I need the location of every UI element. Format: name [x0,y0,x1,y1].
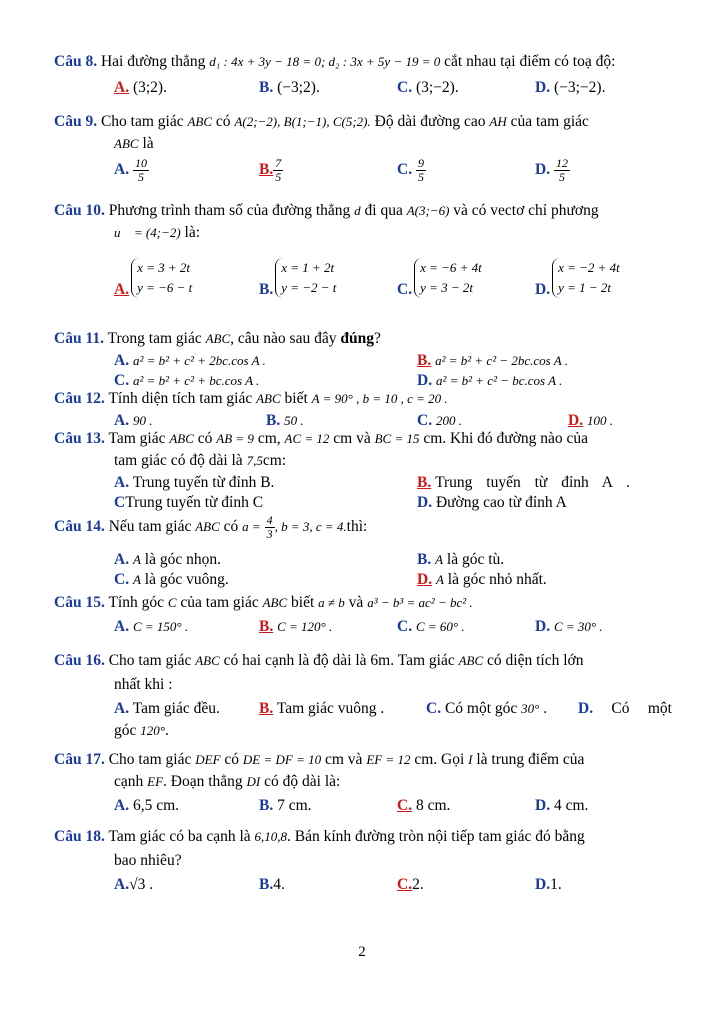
question-text: là trung điểm của [476,751,585,768]
option-label: A. [114,700,130,717]
option-label: A. [114,352,130,369]
angle-variable: A [435,572,444,587]
question-text: Cho tam giác [108,751,192,768]
option-label: A. [114,161,130,179]
fraction [554,157,570,184]
question-text: biết [284,390,308,407]
question-text: và có vectơ chỉ phương [453,202,599,219]
option-c [397,258,482,298]
option-label: A. [114,876,130,893]
numerator: 4 [266,513,273,527]
math-expression: 30° [521,701,540,716]
option-text: (3;−2). [415,79,459,96]
option-c [397,77,459,99]
option-text: C = 120° . [277,619,333,634]
equation-line: x = −6 + 4t [420,260,482,275]
math-expression: u⃗ = (4;−2) [114,225,181,240]
equation-system [275,258,336,298]
option-c [397,795,450,817]
equation-line: x = 3 + 2t [137,260,191,275]
answer-options [114,157,672,193]
option-b [259,698,384,720]
answer-options [114,370,672,390]
question-text: có diện tích lớn [487,652,584,669]
math-expression: DEF [195,752,221,767]
question-15 [54,592,672,638]
question-text: Tam giác có ba cạnh là [108,828,251,845]
question-number: Câu 15. [54,594,105,611]
option-label: A. [114,79,130,96]
denominator: 3 [266,527,273,541]
question-text: bao nhiêu? [114,852,182,869]
math-expression: ABC [169,431,194,446]
denominator: 5 [137,170,144,184]
option-text: là góc vuông. [144,571,229,588]
math-expression: , b = 3, c = 4. [274,519,347,535]
option-text: C = 150° . [132,619,189,634]
option-text: Trung tuyến từ đỉnh A . [435,474,630,491]
option-label: C. [397,79,413,96]
question-text: . Bán kính đường tròn nội tiếp tam giác đó bằng [287,828,585,845]
question-text: Trong tam giác [107,330,202,347]
question-8 [54,51,672,99]
option-text: 6,5 cm. [132,797,180,814]
option-label: D. [535,618,551,635]
page-number: 2 [358,944,366,960]
option-label: A. [114,551,130,568]
option-text: Tam giác vuông . [276,700,385,717]
option-b [259,616,332,638]
fraction [416,157,426,184]
question-11 [54,328,672,390]
option-text: a² = b² + c² + 2bc.cos A . [132,353,266,368]
option-label: C. [417,412,433,429]
option-label: A. [114,618,130,635]
equation-system [131,258,192,298]
option-text: Đường cao từ đỉnh A [435,494,567,511]
option-text: C = 60° . [415,619,465,634]
option-text: (−3;2). [277,79,320,96]
question-9 [54,111,672,193]
option-text: Trung tuyến từ đỉnh B. [132,474,275,491]
option-label: B. [259,280,274,298]
question-text: đi qua [364,202,403,219]
math-expression: ABC [256,391,281,406]
option-a [114,874,153,896]
option-label: B. [259,876,274,893]
question-number: Câu 12. [54,390,105,407]
math-expression: C [167,595,177,610]
math-expression: 7,5 [246,453,263,468]
question-text: Tính diện tích tam giác [108,390,253,407]
math-expression: ABC [262,595,288,610]
option-a [114,616,188,638]
option-label: B. [417,474,432,491]
angle-variable: A [132,552,141,567]
question-text: Độ dài đường cao [374,113,486,130]
option-text: một [647,700,672,717]
question-text: có [197,430,213,447]
numerator: 7 [275,156,282,170]
question-number: Câu 11. [54,330,104,347]
question-number: Câu 16. [54,652,105,669]
math-expression: 6,10,8 [254,829,288,844]
option-text: . [543,700,548,717]
option-label: C. [397,618,413,635]
math-expression: BC = 15 [374,431,420,446]
equation-line: y = 1 − 2t [558,280,612,295]
option-label: D. [568,412,584,429]
option-text: 1. [550,876,562,893]
equation-line: y = 3 − 2t [420,280,474,295]
answer-options [114,350,672,370]
question-text: là [142,135,154,152]
option-label: C. [114,372,130,389]
option-label: D. [535,79,551,96]
option-text: a² = b² + c² − 2bc.cos A . [435,353,568,368]
option-label: C. [397,161,413,179]
option-label: C. [397,280,413,298]
question-text: là: [184,224,201,241]
math-expression: DE = DF = 10 [242,752,322,767]
math-expression: ABC [195,519,220,535]
answer-options [114,410,672,430]
math-expression: d₁ : 4x + 3y − 18 = 0; d₂ : 3x + 5y − 19 = 0 [209,54,441,69]
question-number: Câu 9. [54,113,98,130]
option-text: 100 . [586,413,613,428]
question-text: có [224,751,240,768]
math-expression: A = 90° , b = 10 , c = 20 . [311,391,448,406]
answer-options [114,874,672,896]
question-text: , câu nào sau đây [230,330,337,347]
option-text: là góc tù. [446,551,505,568]
question-17 [54,749,672,817]
option-d [535,616,603,638]
angle-variable: A [435,552,444,567]
answer-options [114,569,672,589]
answer-options [114,698,672,720]
math-expression: AB = 9 [216,431,254,446]
numerator: 9 [417,156,424,170]
answer-options [114,616,672,638]
option-text: 8 cm. [415,797,451,814]
option-text: (3;2). [132,79,167,96]
question-text: có hai cạnh là độ dài là 6m. Tam giác [223,652,455,669]
option-label: D. [535,797,551,814]
option-label: A. [114,412,130,429]
option-text: Tam giác đều. [132,700,220,717]
question-10 [54,200,672,304]
denominator: 5 [275,170,282,184]
math-expression: EF = 12 [366,752,411,767]
math-expression: ABC [205,331,231,346]
math-expression: ABC [458,653,484,668]
equation-line: x = −2 + 4t [558,260,620,275]
question-text: cm: [262,452,287,469]
option-text: 90 . [132,413,153,428]
question-text: cm. Khi đó đường nào của [423,430,589,447]
option-b [259,795,312,817]
option-a [114,549,221,571]
question-text: của tam giác [510,113,589,130]
question-text: của tam giác [180,594,259,611]
question-text: . Đoạn thẳng [163,773,243,790]
option-label: B. [259,79,274,96]
option-label: A. [114,280,130,298]
answer-options [114,77,672,99]
math-expression: a³ − b³ = ac² − bc² . [367,595,473,610]
equation-line: y = −6 − t [137,280,193,295]
option-label: B. [259,618,274,635]
option-d [417,492,567,514]
question-text: biết [291,594,315,611]
option-a [114,795,179,817]
option-text: 7 cm. [277,797,312,814]
question-text: cm. Gọi [414,751,465,768]
question-text: Tính góc [108,594,164,611]
option-d [535,258,620,298]
option-label: C. [397,876,413,893]
option-label: C. [426,700,442,717]
answer-options [114,492,672,512]
question-text: thì: [346,518,368,536]
option-text: 50 . [284,413,304,428]
option-d [535,795,588,817]
question-text: Tam giác [108,430,166,447]
answer-options [114,472,672,492]
option-label: B. [259,797,274,814]
option-label: C. [114,571,130,588]
option-text: a² = b² + c² − bc.cos A . [435,373,563,388]
option-text: góc [114,722,137,739]
math-expression: DI [246,774,261,789]
option-label: D. [417,571,433,588]
option-text: . [164,722,169,739]
question-text: Nếu tam giác [108,518,192,536]
option-text: a² = b² + c² + bc.cos A . [132,373,260,388]
question-14 [54,514,672,589]
option-label: D. [535,161,551,179]
math-expression: ABC [114,136,139,151]
option-a [114,472,274,494]
option-label: C [114,494,126,511]
question-text: Cho tam giác [108,652,192,669]
question-text: có [223,518,239,536]
option-a [114,350,266,372]
question-text: cm và [333,430,371,447]
option-a [114,258,192,298]
question-text: cắt nhau tại điểm có toạ độ: [444,53,616,70]
math-expression: A(3;−6) [406,203,450,218]
option-text: C = 30° . [553,619,603,634]
option-c [114,569,229,591]
question-text: Cho tam giác [100,113,184,130]
option-text: 200 . [435,413,462,428]
option-label: D. [535,876,551,893]
option-text: Trung tuyến từ đỉnh C [125,494,264,511]
numerator: 12 [555,156,568,170]
angle-variable: A [132,572,141,587]
equation-line: x = 1 + 2t [281,260,335,275]
option-text: Có một góc [444,700,518,717]
fraction [273,157,283,184]
option-b [417,350,568,372]
option-b [259,874,285,896]
answer-options [114,258,672,304]
option-d [578,698,672,720]
question-number: Câu 8. [54,53,98,70]
equation-system [552,258,620,298]
question-text: cm, [257,430,281,447]
option-label: A. [114,797,130,814]
option-c [397,874,424,896]
option-label: D. [417,494,433,511]
option-b [417,472,672,494]
question-12 [54,388,672,430]
option-c [426,698,547,720]
question-16 [54,650,672,742]
option-label: B. [259,161,274,179]
question-text: cạnh [114,773,144,790]
question-text: có độ dài là: [264,773,341,790]
option-text: là góc nhọn. [144,551,221,568]
option-b [259,157,283,184]
math-expression: AC = 12 [284,431,330,446]
option-b [259,77,320,99]
option-b [417,549,504,571]
answer-options [114,795,672,817]
question-text: tam giác có độ dài là [114,452,243,469]
question-number: Câu 17. [54,751,105,768]
option-a [114,77,167,99]
option-d [535,874,562,896]
question-18 [54,826,672,896]
option-text: 4. [273,876,285,893]
option-text: 2. [412,876,424,893]
fraction [133,157,149,184]
option-text: (−3;−2). [553,79,606,96]
math-expression: a ≠ b [318,595,345,610]
option-text: 4 cm. [553,797,589,814]
option-label: B. [417,551,432,568]
option-c [397,616,465,638]
question-number: Câu 18. [54,828,105,845]
question-number: Câu 10. [54,202,105,219]
question-number: Câu 13. [54,430,105,447]
option-text: √3 . [129,876,154,893]
option-label: C. [397,797,413,814]
option-label: B. [259,700,274,717]
denominator: 5 [558,170,565,184]
question-text: nhất khi : [114,676,173,693]
denominator: 5 [417,170,424,184]
option-d [417,569,547,591]
fraction [265,514,275,541]
option-text: Có [611,700,630,717]
option-a [114,157,149,184]
option-d [535,77,605,99]
question-text: Phương trình tham số của đường thẳng [108,202,351,219]
question-emphasis: đúng [340,330,374,347]
math-expression: 120° [140,723,165,738]
equation-line: y = −2 − t [281,280,337,295]
question-text: và [348,594,364,611]
answer-options [114,549,672,569]
question-text: có [215,113,231,130]
math-expression: ABC [195,653,220,668]
math-expression: ABC [187,114,213,129]
option-a [114,698,220,720]
math-expression: EF [147,774,164,789]
math-expression: a = [242,519,261,535]
question-text: Hai đường thẳng [100,53,206,70]
option-label: D. [535,280,551,298]
math-expression: A(2;−2), B(1;−1), C(5;2). [234,114,371,129]
option-label: B. [417,352,432,369]
option-d [535,157,570,184]
option-label: D. [417,372,433,389]
question-number: Câu 14. [54,518,105,536]
question-text: ? [373,330,381,347]
question-text: cm và [324,751,363,768]
numerator: 10 [134,156,147,170]
option-label: A. [114,474,130,491]
option-text: là góc nhỏ nhất. [447,571,547,588]
option-label: D. [578,700,594,717]
question-13 [54,428,672,512]
option-c [397,157,426,184]
option-label: B. [266,412,281,429]
math-expression: AH [489,114,507,129]
equation-system [414,258,482,298]
math-expression: I [468,752,473,767]
option-b [259,258,336,298]
math-expression: d [354,203,361,218]
option-c [114,492,263,514]
